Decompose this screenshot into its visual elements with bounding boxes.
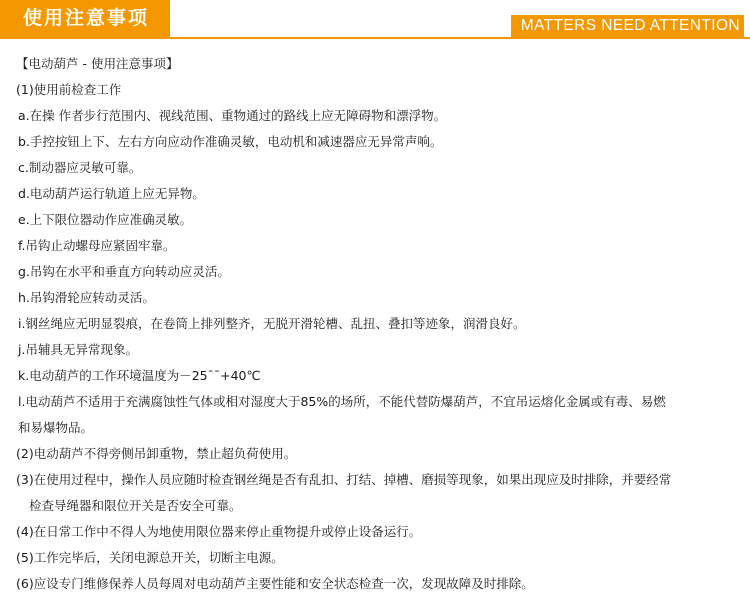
- notice-heading: 【电动葫芦 - 使用注意事项】: [16, 56, 179, 71]
- header-title-tab: [0, 0, 170, 37]
- item-e: e.上下限位器动作应准确灵敏。: [18, 212, 193, 227]
- section-header: [0, 0, 750, 39]
- item-f: f.吊钩止动螺母应紧固牢靠。: [18, 238, 176, 253]
- item-g: g.吊钩在水平和垂直方向转动应灵活。: [18, 264, 230, 279]
- page-title: 使用注意事项: [23, 7, 150, 29]
- section-1-title: (1)使用前检查工作: [16, 82, 122, 97]
- section-3-line-1: (3)在使用过程中，操作人员应随时检查钢丝绳是否有乱扣、打结、掉槽、磨损等现象，如果出现应及时排除，并要经常: [16, 472, 672, 487]
- item-h: h.吊钩滑轮应转动灵活。: [18, 290, 155, 305]
- item-l-line-2: 和易爆物品。: [18, 420, 94, 435]
- item-j: j.吊辅具无异常现象。: [18, 342, 138, 357]
- section-3-line-2: 检查导绳器和限位开关是否安全可靠。: [29, 498, 242, 513]
- section-5: (5)工作完毕后，关闭电源总开关，切断主电源。: [16, 550, 284, 565]
- notice-content: [16, 51, 741, 597]
- item-b: b.手控按钮上下、左右方向应动作准确灵敏，电动机和减速器应无异常声响。: [18, 134, 443, 149]
- item-a: a.在操 作者步行范围内、视线范围、重物通过的路线上应无障碍物和漂浮物。: [18, 108, 447, 123]
- page-subtitle: MATTERS NEED ATTENTION: [511, 15, 744, 37]
- item-k: k.电动葫芦的工作环境温度为－25¯¯+40℃: [18, 368, 261, 383]
- item-i: i.钢丝绳应无明显裂痕，在卷筒上排列整齐，无脱开滑轮槽、乱扭、叠扣等迹象，润滑良好。: [18, 316, 526, 331]
- item-l-line-1: l.电动葫芦不适用于充满腐蚀性气体或相对湿度大于85%的场所，不能代替防爆葫芦，不宜吊运熔化金属或有毒、易燃: [18, 394, 666, 409]
- item-c: c.制动器应灵敏可靠。: [18, 160, 142, 175]
- section-2: (2)电动葫芦不得旁侧吊卸重物，禁止超负荷使用。: [16, 446, 297, 461]
- section-4: (4)在日常工作中不得人为地使用限位器来停止重物提升或停止设备运行。: [16, 524, 422, 539]
- section-6: (6)应设专门维修保养人员每周对电动葫芦主要性能和安全状态检查一次，发现故障及时排除。: [16, 576, 534, 591]
- item-d: d.电动葫芦运行轨道上应无异物。: [18, 186, 205, 201]
